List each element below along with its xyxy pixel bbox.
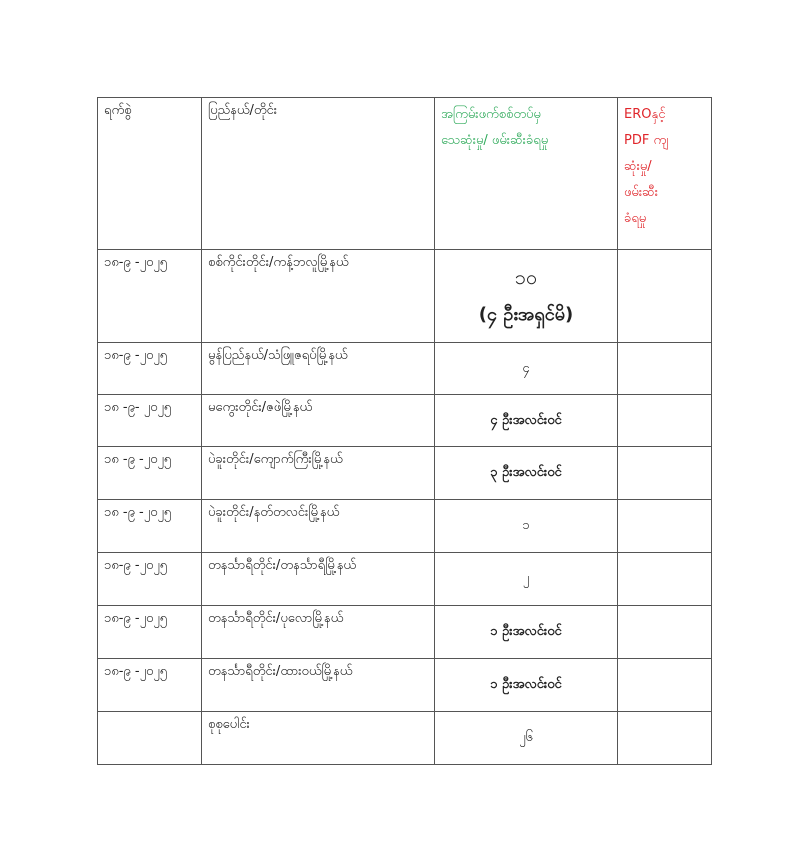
report-table <box>97 97 712 765</box>
row-date: ၁၈-၉ -၂၀၂၅ <box>98 553 202 606</box>
row-military-count: ၁ ဦးအလင်းဝင် <box>435 606 618 659</box>
header-col4-line5: ခံရမှု <box>624 211 647 226</box>
table-row <box>98 447 712 500</box>
row-ero-count <box>618 395 712 447</box>
header-date: ရက်စွဲ <box>98 98 202 250</box>
row-region: မွန်ပြည်နယ်/သံဖြူဇရပ်မြို့နယ် <box>202 343 435 395</box>
total-military-count: ၂၆ <box>435 712 618 765</box>
table-row <box>98 343 712 395</box>
row-ero-count <box>618 447 712 500</box>
total-date <box>98 712 202 765</box>
table-row <box>98 395 712 447</box>
row-region: တနင်္သာရီတိုင်း/တနင်္သာရီမြို့နယ် <box>202 553 435 606</box>
header-col4-line1: EROနှင့် <box>624 107 666 122</box>
table-row <box>98 659 712 712</box>
row-ero-count <box>618 500 712 553</box>
row-region: ပဲခူးတိုင်း/ကျောက်ကြီးမြို့နယ် <box>202 447 435 500</box>
total-ero-count <box>618 712 712 765</box>
header-col3-line1: အကြမ်းဖက်စစ်တပ်မှ <box>441 107 541 122</box>
header-ero-pdf-casualties <box>618 98 712 250</box>
row-date: ၁၈ -၉ -၂၀၂၅ <box>98 447 202 500</box>
row-count-value: ၁၀ <box>514 265 538 289</box>
row-region: ပဲခူးတိုင်း/နတ်တလင်းမြို့နယ် <box>202 500 435 553</box>
row-ero-count <box>618 343 712 395</box>
row-date: ၁၈ -၉ -၂၀၂၅ <box>98 500 202 553</box>
row-ero-count <box>618 553 712 606</box>
header-col4-line4: ဖမ်းဆီး <box>624 185 659 200</box>
row-ero-count <box>618 659 712 712</box>
row-military-count: ၄ <box>435 343 618 395</box>
row-military-count <box>435 250 618 343</box>
row-ero-count <box>618 250 712 343</box>
row-date: ၁၈-၉ -၂၀၂၅ <box>98 250 202 343</box>
header-region: ပြည်နယ်/တိုင်း <box>202 98 435 250</box>
header-row <box>98 98 712 250</box>
table-row <box>98 606 712 659</box>
row-region: တနင်္သာရီတိုင်း/ထားဝယ်မြို့နယ် <box>202 659 435 712</box>
row-military-count: ၃ ဦးအလင်းဝင် <box>435 447 618 500</box>
row-military-count: ၂ <box>435 553 618 606</box>
total-row <box>98 712 712 765</box>
row-ero-count <box>618 606 712 659</box>
header-military-casualties <box>435 98 618 250</box>
row-military-count: ၁ ဦးအလင်းဝင် <box>435 659 618 712</box>
row-date: ၁၈-၉ -၂၀၂၅ <box>98 659 202 712</box>
row-region: စစ်ကိုင်းတိုင်း/ကန့်ဘလူမြို့နယ် <box>202 250 435 343</box>
row-military-count: ၁ <box>435 500 618 553</box>
row-region: မကွေးတိုင်း/ဇဖဲမြို့နယ် <box>202 395 435 447</box>
header-col4-line2: PDF ကျ <box>624 133 669 148</box>
row-date: ၁၈-၉ -၂၀၂၅ <box>98 343 202 395</box>
row-count-note: (၄ ဦးအရှင်မိ) <box>478 304 574 325</box>
header-col3-line2: သေဆုံးမှု/ ဖမ်းဆီးခံရမှု <box>441 133 549 148</box>
row-military-count: ၄ ဦးအလင်းဝင် <box>435 395 618 447</box>
table-row <box>98 250 712 343</box>
header-col4-line3: ဆုံးမှု/ <box>624 159 652 174</box>
table-row <box>98 553 712 606</box>
row-region: တနင်္သာရီတိုင်း/ပုလောမြို့နယ် <box>202 606 435 659</box>
table-row <box>98 500 712 553</box>
row-date: ၁၈-၉ -၂၀၂၅ <box>98 606 202 659</box>
row-date: ၁၈ -၉- ၂၀၂၅ <box>98 395 202 447</box>
total-label: စုစုပေါင်း <box>202 712 435 765</box>
